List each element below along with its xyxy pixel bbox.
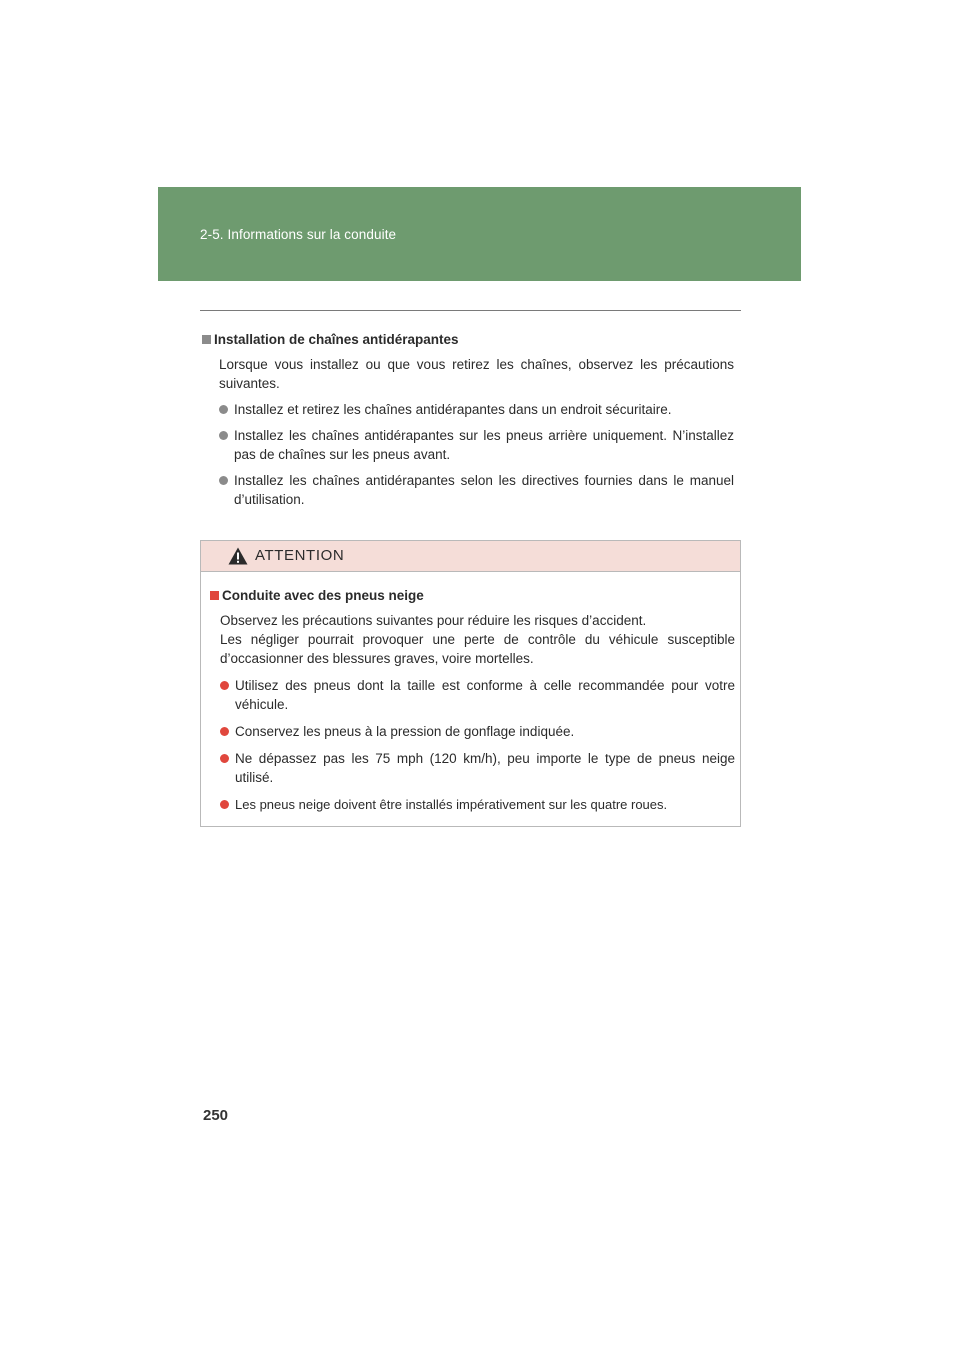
list-item: Conservez les pneus à la pression de gonflage indiquée. [220, 722, 735, 741]
section-heading [202, 330, 741, 349]
square-bullet-icon [210, 591, 219, 600]
list-item: Installez les chaînes antidérapantes sur les pneus arrière uniquement. N’installez pas de chaînes sur les pneus avant. [219, 426, 734, 464]
round-bullet-icon [219, 405, 228, 414]
list-item: Installez les chaînes antidérapantes selon les directives fournies dans le manuel d’utilisation. [219, 471, 734, 509]
round-bullet-icon [219, 476, 228, 485]
warning-icon [228, 547, 248, 565]
attention-header [201, 541, 740, 572]
attention-body [201, 572, 740, 814]
round-bullet-icon [219, 431, 228, 440]
list-item: Les pneus neige doivent être installés impérativement sur les quatre roues. [220, 795, 735, 814]
section-intro: Lorsque vous installez ou que vous retirez les chaînes, observez les précautions suivantes. [219, 357, 734, 391]
attention-subtitle: Conduite avec des pneus neige [222, 588, 424, 603]
round-bullet-icon [220, 754, 229, 763]
attention-title: ATTENTION [255, 547, 345, 564]
round-bullet-icon [220, 727, 229, 736]
round-bullet-icon [220, 681, 229, 690]
attention-box [200, 540, 741, 827]
section-title: Installation de chaînes antidérapantes [214, 332, 459, 347]
chains-section [200, 330, 741, 509]
page-number: 250 [203, 1107, 229, 1124]
list-item: Utilisez des pneus dont la taille est conforme à celle recommandée pour votre véhicule. [220, 676, 735, 714]
square-bullet-icon [202, 335, 211, 344]
list-item: Ne dépassez pas les 75 mph (120 km/h), peu importe le type de pneus neige utilisé. [220, 749, 735, 787]
attention-subheading [210, 586, 735, 605]
chapter-header [158, 187, 801, 281]
round-bullet-icon [220, 800, 229, 809]
chapter-title: 2-5. Informations sur la conduite [200, 227, 397, 242]
attention-intro: Observez les précautions suivantes pour réduire les risques d’accident. Les négliger pourrait provoquer une perte de contrôle du véhicule susceptible d’occasionner des blessures graves, voire mortelles. [220, 613, 735, 666]
list-item: Installez et retirez les chaînes antidérapantes dans un endroit sécuritaire. [219, 400, 734, 419]
section-divider [200, 310, 741, 311]
